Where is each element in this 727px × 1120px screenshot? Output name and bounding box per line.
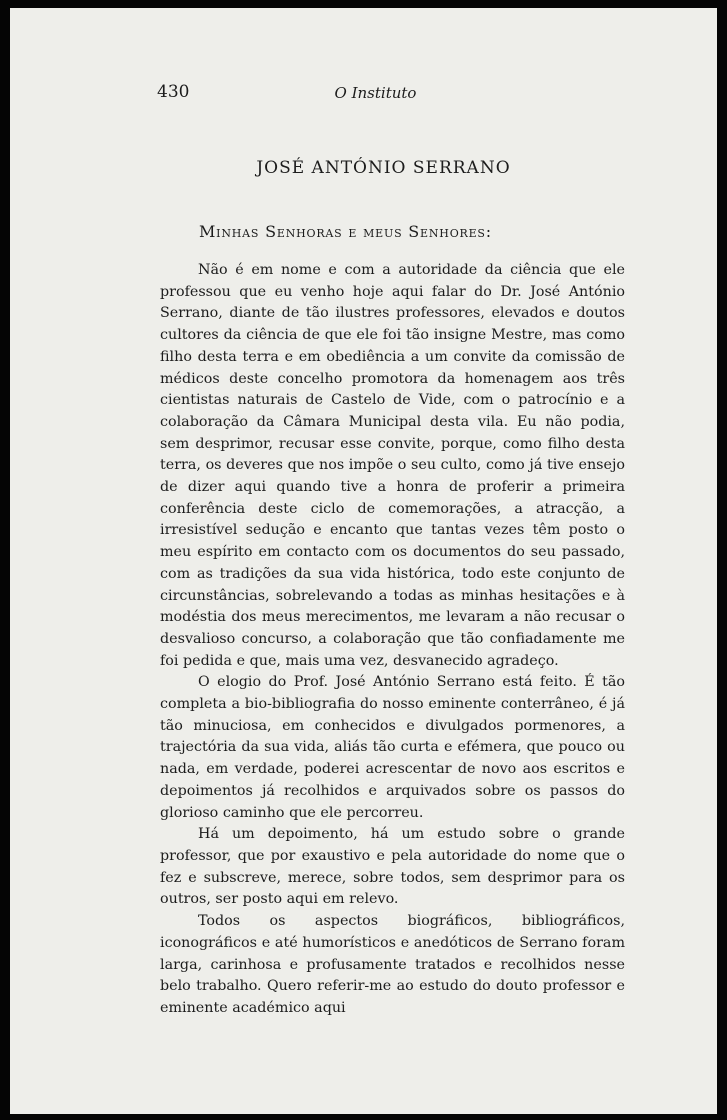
running-header-title: O Instituto [334,84,417,102]
paragraph: Não é em nome e com a autoridade da ciência que ele professou que eu venho hoje aqui falar do Dr. José António Serrano, diante de tão ilustres professores, elevados e doutos cultores da ciência de que ele foi tão insigne Mestre, mas como filho desta terra e em obediência a um convite da comissão de médicos deste concelho promotora da homenagem aos três cientistas naturais de Castelo de Vide, com o patrocínio e a colaboração da Câmara Municipal desta vila. Eu não podia, sem desprimor, recusar esse convite, porque, como filho desta terra, os deveres que nos impõe o seu culto, como já tive ensejo de dizer aqui quando tive a honra de proferir a primeira conferência deste ciclo de comemorações, a atracção, a irresistível sedução e encanto que tantas vezes têm posto o meu espírito em contacto com os documentos do seu passado, com as tradições da sua vida histórica, todo este conjunto de circunstâncias, sobrelevando a todas as minhas hesitações e à modéstia dos meus merecimentos, me levaram a não recusar o desvalioso concurso, a colaboração que tão confiadamente me foi pedida e que, mais uma vez, desvanecido agradeço. [160,262,625,669]
book-page [10,8,717,1114]
paragraph: O elogio do Prof. José António Serrano está feito. É tão completa a bio-bibliografia do nosso eminente conterrâneo, é já tão minuciosa, em conhecidos e divulgados pormenores, a trajectória da sua vida, aliás tão curta e efémera, que pouco ou nada, em verdade, poderei acrescentar de novo aos escritos e depoimentos já recolhidos e arquivados sobre os passos do glorioso caminho que ele percorreu. [160,674,625,821]
article-title: JOSÉ ANTÓNIO SERRANO [256,158,511,178]
article-body [160,260,625,1020]
page-number: 430 [157,82,190,102]
paragraph: Todos os aspectos biográficos, bibliográficos, iconográficos e até humorísticos e anedóticos de Serrano foram larga, carinhosa e profusamente tratados e recolhidos nesse belo trabalho. Quero referir-me ao estudo do douto professor e eminente académico aqui [160,913,625,1016]
salutation: Minhas Senhoras e meus Senhores: [199,222,492,241]
paragraph: Há um depoimento, há um estudo sobre o grande professor, que por exaustivo e pela autoridade do nome que o fez e subscreve, merece, sobre todos, sem desprimor para os outros, ser posto aqui em relevo. [160,826,625,908]
